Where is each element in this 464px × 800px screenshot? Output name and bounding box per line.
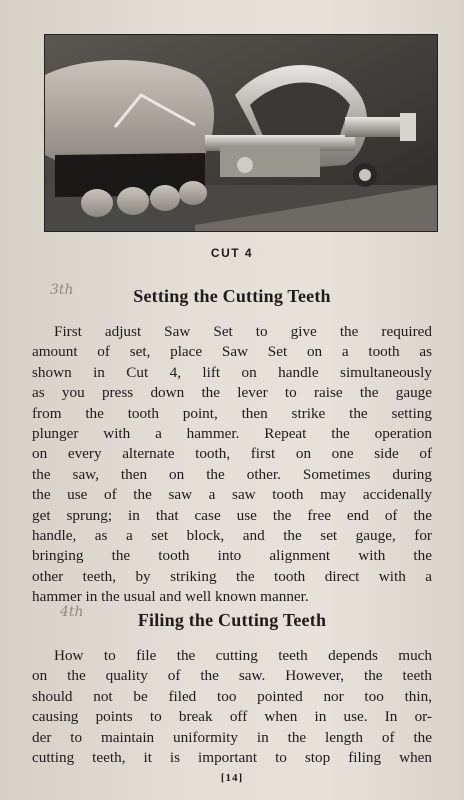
figure-caption: CUT 4 [210, 246, 254, 260]
text-line: hammer in the usual and well known manner. [32, 588, 309, 606]
text-line: How to file the cutting teeth depends much [54, 647, 432, 664]
text-line: shown in Cut 4, lift on handle simultaneously [32, 363, 432, 381]
text-line: the use of the saw a saw tooth may accidenally [32, 486, 432, 504]
text-line: cutting teeth, it is important to stop filing when [32, 749, 432, 767]
section-heading: Setting the Cutting Teeth [133, 286, 331, 306]
text-line: should not be filed too pointed nor too thin, [32, 687, 432, 705]
saw-set-photo-illustration [45, 35, 437, 231]
text-line: on every alternate tooth, first on one side of [32, 445, 432, 463]
text-line: handle, as a set block, and the set gauge, for [32, 527, 432, 545]
text-line: on the quality of the saw. However, the teeth [32, 667, 432, 685]
text-line: causing points to break off when in use. In or- [32, 708, 432, 726]
section-heading: Filing the Cutting Teeth [137, 610, 327, 630]
text-line: from the tooth point, then strike the setting [32, 404, 432, 422]
text-line: der to maintain uniformity in the length of the [32, 728, 432, 746]
pencil-annotation: 3th [50, 282, 74, 298]
pencil-annotation: 4th [60, 604, 84, 620]
text-line: get sprung; in that case use the free end of the [32, 506, 432, 524]
body-paragraph [32, 646, 432, 768]
photo-hand-using-saw-set [44, 34, 438, 232]
text-line: First adjust Saw Set to give the required [54, 323, 432, 340]
text-line: other teeth, by striking the tooth direct with a [32, 567, 432, 585]
text-line: plunger with a hammer. Repeat the operation [32, 425, 432, 443]
text-line: amount of set, place Saw Set on a tooth as [32, 343, 432, 361]
text-line: the saw, then on the other. Sometimes during [32, 465, 432, 483]
text-line: bringing the tooth into alignment with the [32, 547, 432, 565]
text-line: as you press down the lever to raise the gauge [32, 384, 432, 402]
body-paragraph [32, 322, 432, 608]
page-number: [14] [220, 772, 244, 784]
